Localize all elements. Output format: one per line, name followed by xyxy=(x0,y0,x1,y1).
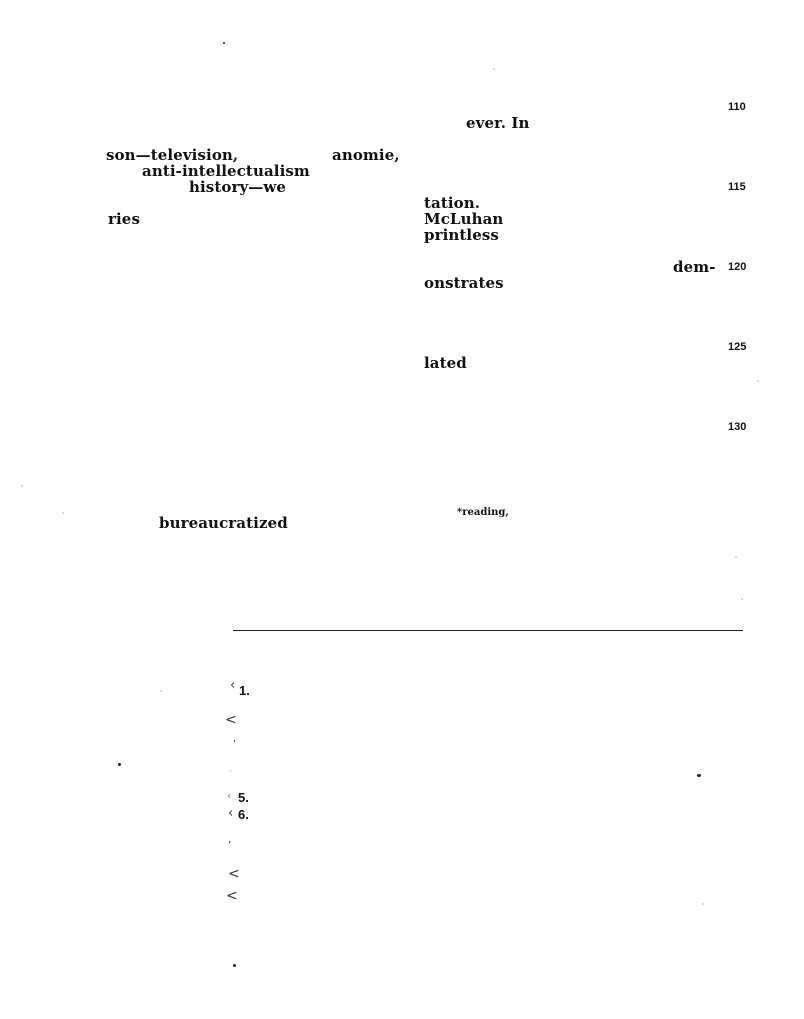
line-number-110: 110 xyxy=(728,101,746,113)
right-text-lated: lated xyxy=(424,354,467,372)
left-text-son-television: son—television, xyxy=(106,146,239,164)
right-text-printless: printless xyxy=(424,226,499,244)
scan-speck xyxy=(223,42,225,44)
line-number-130: 130 xyxy=(728,421,747,433)
line-number-120: 120 xyxy=(728,261,747,273)
left-text-history-we: history—we xyxy=(189,178,287,196)
note-2-mark-icon: < xyxy=(225,712,237,728)
scan-speck xyxy=(493,68,495,70)
right-text-mcluhan: McLuhan xyxy=(424,210,504,228)
left-text-ries: ries xyxy=(108,210,140,228)
note-9-mark-icon: < xyxy=(226,888,238,904)
note-7-mark-icon: ’ xyxy=(228,840,232,851)
scan-speck xyxy=(702,903,704,905)
note-5-mark-icon: ‹ xyxy=(227,789,232,802)
left-text-anomie: anomie, xyxy=(332,146,400,164)
right-text-ever-in: ever. In xyxy=(466,114,530,132)
note-1-mark-icon: ‹ xyxy=(230,678,236,693)
note-3-mark-icon: ’ xyxy=(233,739,237,750)
note-number-1: 1. xyxy=(239,683,250,698)
note-4-mark-icon: ‐ xyxy=(229,766,232,775)
right-text-tation: tation. xyxy=(424,194,481,212)
note-number-6: 6. xyxy=(238,807,249,822)
scan-speck xyxy=(21,485,23,487)
scan-speck xyxy=(118,763,121,766)
line-number-115: 115 xyxy=(728,181,746,193)
note-6-mark-icon: ‹ xyxy=(228,806,234,821)
left-text-bureaucratized: bureaucratized xyxy=(159,514,288,532)
scan-speck xyxy=(735,556,737,558)
line-number-125: 125 xyxy=(728,341,747,353)
note-number-5: 5. xyxy=(238,790,249,805)
scan-speck xyxy=(697,774,701,777)
scan-speck xyxy=(757,380,759,382)
scan-speck xyxy=(62,512,64,514)
scan-speck xyxy=(741,598,743,600)
right-text-onstrates: onstrates xyxy=(424,274,504,292)
scan-speck xyxy=(233,964,236,967)
footnote-marker-reading: *reading, xyxy=(457,507,509,518)
left-text-anti-intellectualism: anti-intellectualism xyxy=(142,162,310,180)
note-8-mark-icon: < xyxy=(228,866,240,882)
scan-speck xyxy=(160,690,162,692)
right-text-dem: dem- xyxy=(673,258,716,276)
footnote-separator-rule xyxy=(233,630,743,631)
